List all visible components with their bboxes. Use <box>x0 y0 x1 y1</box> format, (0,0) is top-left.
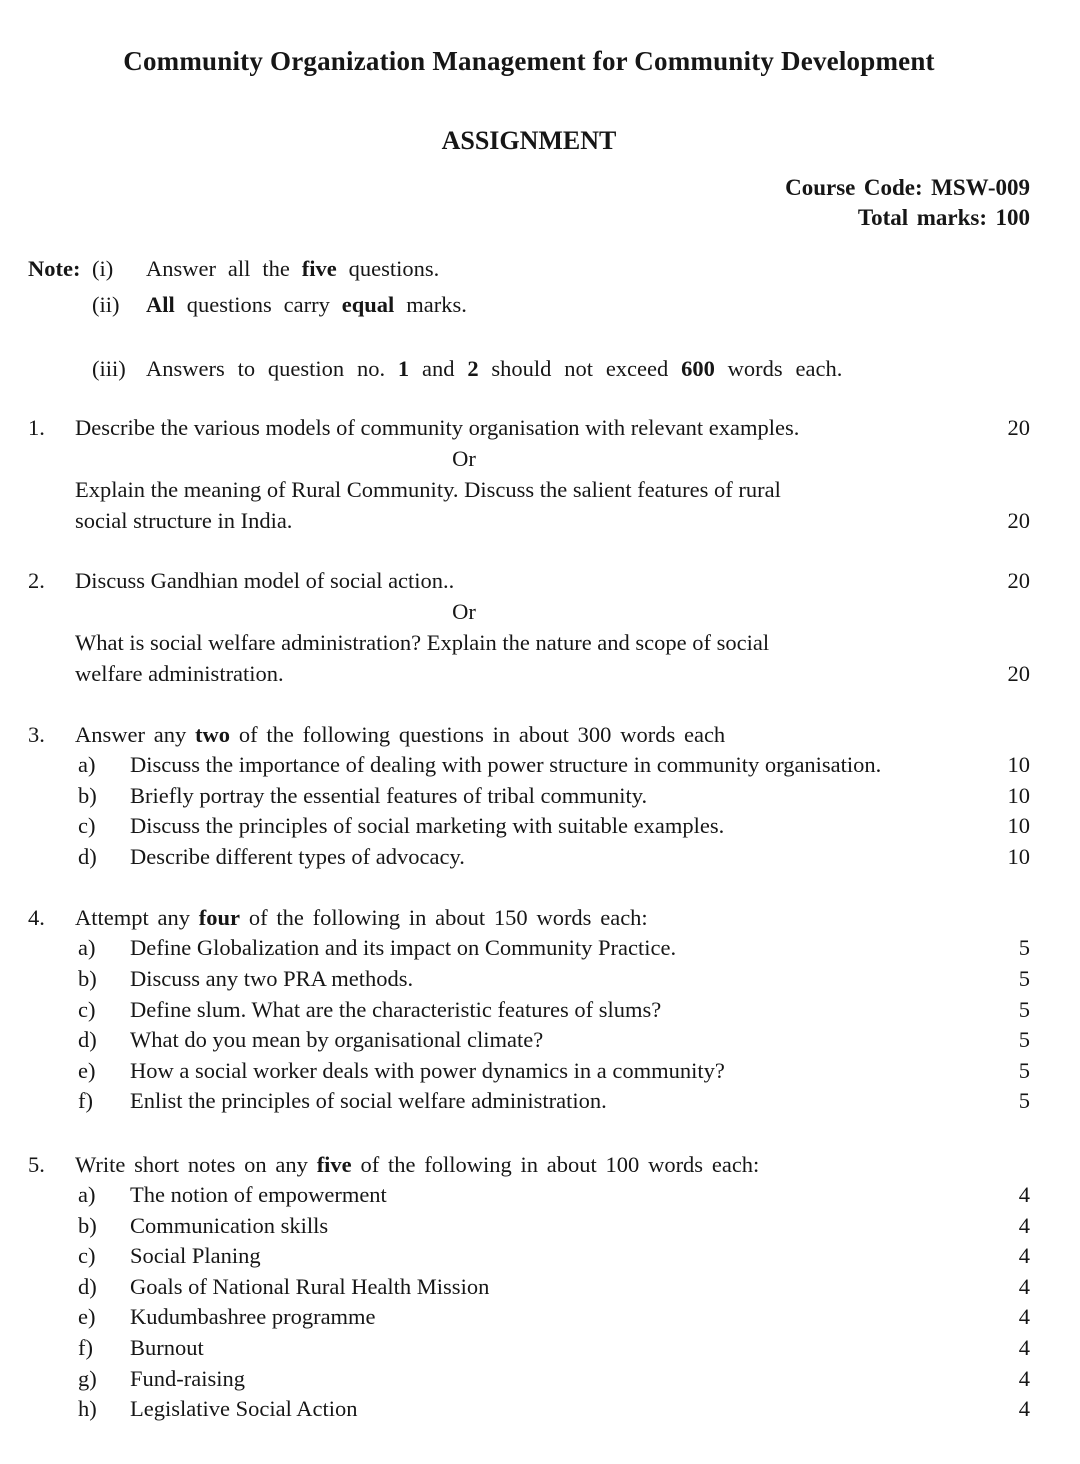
sub-item <box>28 995 1030 1026</box>
sub-item <box>28 1302 1030 1333</box>
question-marks: 20 <box>1007 508 1030 533</box>
sub-item-letter: e) <box>78 1304 96 1330</box>
sub-item-letter: d) <box>78 843 97 869</box>
sub-item-text: Legislative Social Action <box>130 1396 358 1422</box>
indent-spacer <box>28 811 78 842</box>
indent-spacer <box>28 1025 78 1056</box>
sub-item <box>28 1272 1030 1303</box>
indent-spacer <box>28 842 78 873</box>
sub-item <box>28 1364 1030 1395</box>
question-text <box>75 627 988 689</box>
note-text-segment: Answer all the <box>146 256 290 281</box>
question-number: 5. <box>28 1151 45 1177</box>
note-text-ii <box>146 289 1030 320</box>
question-2 <box>28 565 1030 689</box>
note-text-segment: should not exceed <box>491 356 669 381</box>
note-bold-word: five <box>301 256 337 281</box>
indent-spacer <box>28 1333 78 1364</box>
stem-segment: Write short notes on any <box>75 1151 308 1177</box>
sub-item-marks: 4 <box>1018 1273 1030 1299</box>
note-text-segment: questions carry <box>186 292 330 317</box>
stem-segment: of the following in about 150 words each: <box>248 905 648 931</box>
or-separator: Or <box>452 599 476 624</box>
indent-spacer <box>28 1364 78 1395</box>
sub-item-marks: 10 <box>1007 843 1030 869</box>
indent-spacer <box>28 474 75 536</box>
sub-item-marks: 4 <box>1018 1212 1030 1238</box>
sub-item-letter: g) <box>78 1365 97 1391</box>
sub-item-marks: 10 <box>1007 782 1030 808</box>
indent-spacer <box>28 781 78 812</box>
stem-bold-word: two <box>195 722 231 747</box>
question-stem <box>75 902 1030 933</box>
sub-item-text: Enlist the principles of social welfare administration. <box>130 1088 607 1114</box>
note-item-ii <box>28 289 1030 320</box>
sub-item-text: Discuss any two PRA methods. <box>130 965 414 991</box>
indent-spacer <box>28 964 78 995</box>
question-text-line: social structure in India. <box>75 508 293 533</box>
question-stem <box>75 1149 1030 1180</box>
sub-item-text: Social Planing <box>130 1243 261 1269</box>
indent-spacer <box>28 1211 78 1242</box>
sub-item-marks: 5 <box>1018 1088 1030 1114</box>
sub-item <box>28 781 1030 812</box>
question-text: Describe the various models of community organisation with relevant examples. <box>75 415 800 440</box>
stem-segment: of the following in about 100 words each: <box>360 1151 760 1177</box>
note-number-i: (i) <box>92 256 114 281</box>
sub-item <box>28 1086 1030 1117</box>
note-text-iii <box>146 353 1030 384</box>
question-3-stem-row <box>28 719 1030 750</box>
sub-item-letter: d) <box>78 1273 97 1299</box>
sub-item-marks: 10 <box>1007 752 1030 777</box>
sub-item-text: The notion of empowerment <box>130 1181 387 1207</box>
stem-bold-word: four <box>198 905 241 931</box>
stem-bold-word: five <box>316 1151 352 1177</box>
sub-item <box>28 811 1030 842</box>
sub-item-letter: b) <box>78 965 97 991</box>
note-label: Note: <box>28 256 81 281</box>
note-text-segment: words each. <box>727 356 843 381</box>
sub-item-letter: d) <box>78 1027 97 1053</box>
question-2-alt-row <box>28 627 1030 689</box>
note-text-segment: marks. <box>406 292 467 317</box>
question-4 <box>28 902 1030 1117</box>
question-text <box>75 474 988 536</box>
indent-spacer <box>28 1086 78 1117</box>
indent-spacer <box>28 1302 78 1333</box>
sub-item-letter: c) <box>78 996 96 1022</box>
note-text-segment: Answers to question no. <box>146 356 386 381</box>
note-item-i <box>28 253 1030 284</box>
sub-item-text: Define slum. What are the characteristic features of slums? <box>130 996 662 1022</box>
question-marks: 20 <box>1007 661 1030 686</box>
sub-item-marks: 5 <box>1018 1057 1030 1083</box>
sub-item <box>28 1333 1030 1364</box>
sub-item-marks: 10 <box>1007 813 1030 839</box>
sub-item <box>28 1211 1030 1242</box>
sub-item <box>28 1180 1030 1211</box>
sub-item <box>28 1025 1030 1056</box>
indent-spacer <box>28 1272 78 1303</box>
sub-item-text: How a social worker deals with power dynamics in a community? <box>130 1057 725 1083</box>
sub-item-text: What do you mean by organisational climate? <box>130 1027 544 1053</box>
note-label-spacer <box>28 289 92 320</box>
question-4-stem-row <box>28 902 1030 933</box>
note-label-spacer <box>28 353 92 384</box>
sub-item-marks: 4 <box>1018 1243 1030 1269</box>
note-bold-word: 1 <box>397 356 410 381</box>
note-text-segment: questions. <box>348 256 440 281</box>
sub-item-letter: f) <box>78 1334 93 1360</box>
sub-item-marks: 5 <box>1018 996 1030 1022</box>
sub-item-marks: 4 <box>1018 1181 1030 1207</box>
sub-item-marks: 4 <box>1018 1334 1030 1360</box>
sub-item-letter: a) <box>78 935 96 961</box>
indent-spacer <box>28 1394 78 1425</box>
sub-item-marks: 4 <box>1018 1304 1030 1330</box>
sub-item-letter: c) <box>78 1243 96 1269</box>
sub-item <box>28 933 1030 964</box>
note-number-ii: (ii) <box>92 292 120 317</box>
question-1 <box>28 412 1030 536</box>
indent-spacer <box>28 1056 78 1087</box>
sub-item-letter: h) <box>78 1396 97 1422</box>
question-number: 3. <box>28 722 45 747</box>
indent-spacer <box>28 750 78 781</box>
sub-item-text: Describe different types of advocacy. <box>130 843 465 869</box>
indent-spacer <box>28 995 78 1026</box>
question-3 <box>28 719 1030 872</box>
question-text-line: What is social welfare administration? Explain the nature and scope of social <box>75 630 770 655</box>
stem-segment: Attempt any <box>75 905 191 931</box>
indent-spacer <box>28 1241 78 1272</box>
document-title: Community Organization Management for Community Development <box>123 46 935 76</box>
sub-item-letter: f) <box>78 1088 93 1114</box>
course-code: Course Code: MSW-009 <box>785 175 1030 200</box>
sub-item-text: Kudumbashree programme <box>130 1304 376 1330</box>
sub-item-letter: a) <box>78 1181 96 1207</box>
sub-item-text: Discuss the principles of social marketing with suitable examples. <box>130 813 725 839</box>
question-number: 2. <box>28 568 45 593</box>
sub-item-text: Discuss the importance of dealing with power structure in community organisation. <box>130 752 882 777</box>
note-bold-word: 2 <box>467 356 479 381</box>
note-bold-word: 600 <box>681 356 715 381</box>
note-bold-word: equal <box>341 292 395 317</box>
sub-item-text: Define Globalization and its impact on Community Practice. <box>130 935 677 961</box>
sub-item <box>28 750 1030 781</box>
sub-item <box>28 842 1030 873</box>
question-number: 1. <box>28 415 45 440</box>
sub-item-marks: 5 <box>1018 965 1030 991</box>
note-bold-word: All <box>146 292 175 317</box>
question-number: 4. <box>28 905 45 931</box>
course-meta-block <box>28 173 1030 233</box>
question-text-line: Explain the meaning of Rural Community. Discuss the salient features of rural <box>75 477 781 502</box>
question-1-stem-row <box>28 412 1030 443</box>
sub-item-text: Burnout <box>130 1334 204 1360</box>
sub-item-text: Goals of National Rural Health Mission <box>130 1273 490 1299</box>
sub-item-letter: e) <box>78 1057 96 1083</box>
stem-segment: of the following questions in about 300 words each <box>238 722 726 747</box>
sub-item <box>28 964 1030 995</box>
sub-item-letter: a) <box>78 752 96 777</box>
question-text-line: welfare administration. <box>75 661 284 686</box>
note-number-iii: (iii) <box>92 356 126 381</box>
indent-spacer <box>28 933 78 964</box>
question-5 <box>28 1149 1030 1425</box>
sub-item-letter: b) <box>78 782 97 808</box>
sub-item-text: Fund-raising <box>130 1365 245 1391</box>
sub-item <box>28 1056 1030 1087</box>
sub-item <box>28 1394 1030 1425</box>
question-marks: 20 <box>1007 415 1030 440</box>
indent-spacer <box>28 627 75 689</box>
question-marks: 20 <box>1007 568 1030 593</box>
note-text-i <box>146 253 1030 284</box>
assignment-heading: ASSIGNMENT <box>441 126 617 155</box>
sub-item-letter: b) <box>78 1212 97 1238</box>
question-text: Discuss Gandhian model of social action.. <box>75 568 455 593</box>
stem-segment: Answer any <box>75 722 187 747</box>
question-stem <box>75 719 1030 750</box>
sub-item <box>28 1241 1030 1272</box>
sub-item-marks: 5 <box>1018 935 1030 961</box>
sub-item-marks: 4 <box>1018 1396 1030 1422</box>
sub-item-letter: c) <box>78 813 96 839</box>
or-separator: Or <box>452 446 476 471</box>
note-text-segment: and <box>422 356 455 381</box>
sub-item-text: Briefly portray the essential features of tribal community. <box>130 782 648 808</box>
sub-item-text: Communication skills <box>130 1212 329 1238</box>
question-5-stem-row <box>28 1149 1030 1180</box>
note-block <box>28 253 1030 384</box>
question-2-stem-row <box>28 565 1030 596</box>
note-item-iii <box>28 353 1030 384</box>
sub-item-marks: 4 <box>1018 1365 1030 1391</box>
total-marks: Total marks: 100 <box>857 205 1030 230</box>
sub-item-marks: 5 <box>1018 1027 1030 1053</box>
question-1-alt-row <box>28 474 1030 536</box>
indent-spacer <box>28 1180 78 1211</box>
